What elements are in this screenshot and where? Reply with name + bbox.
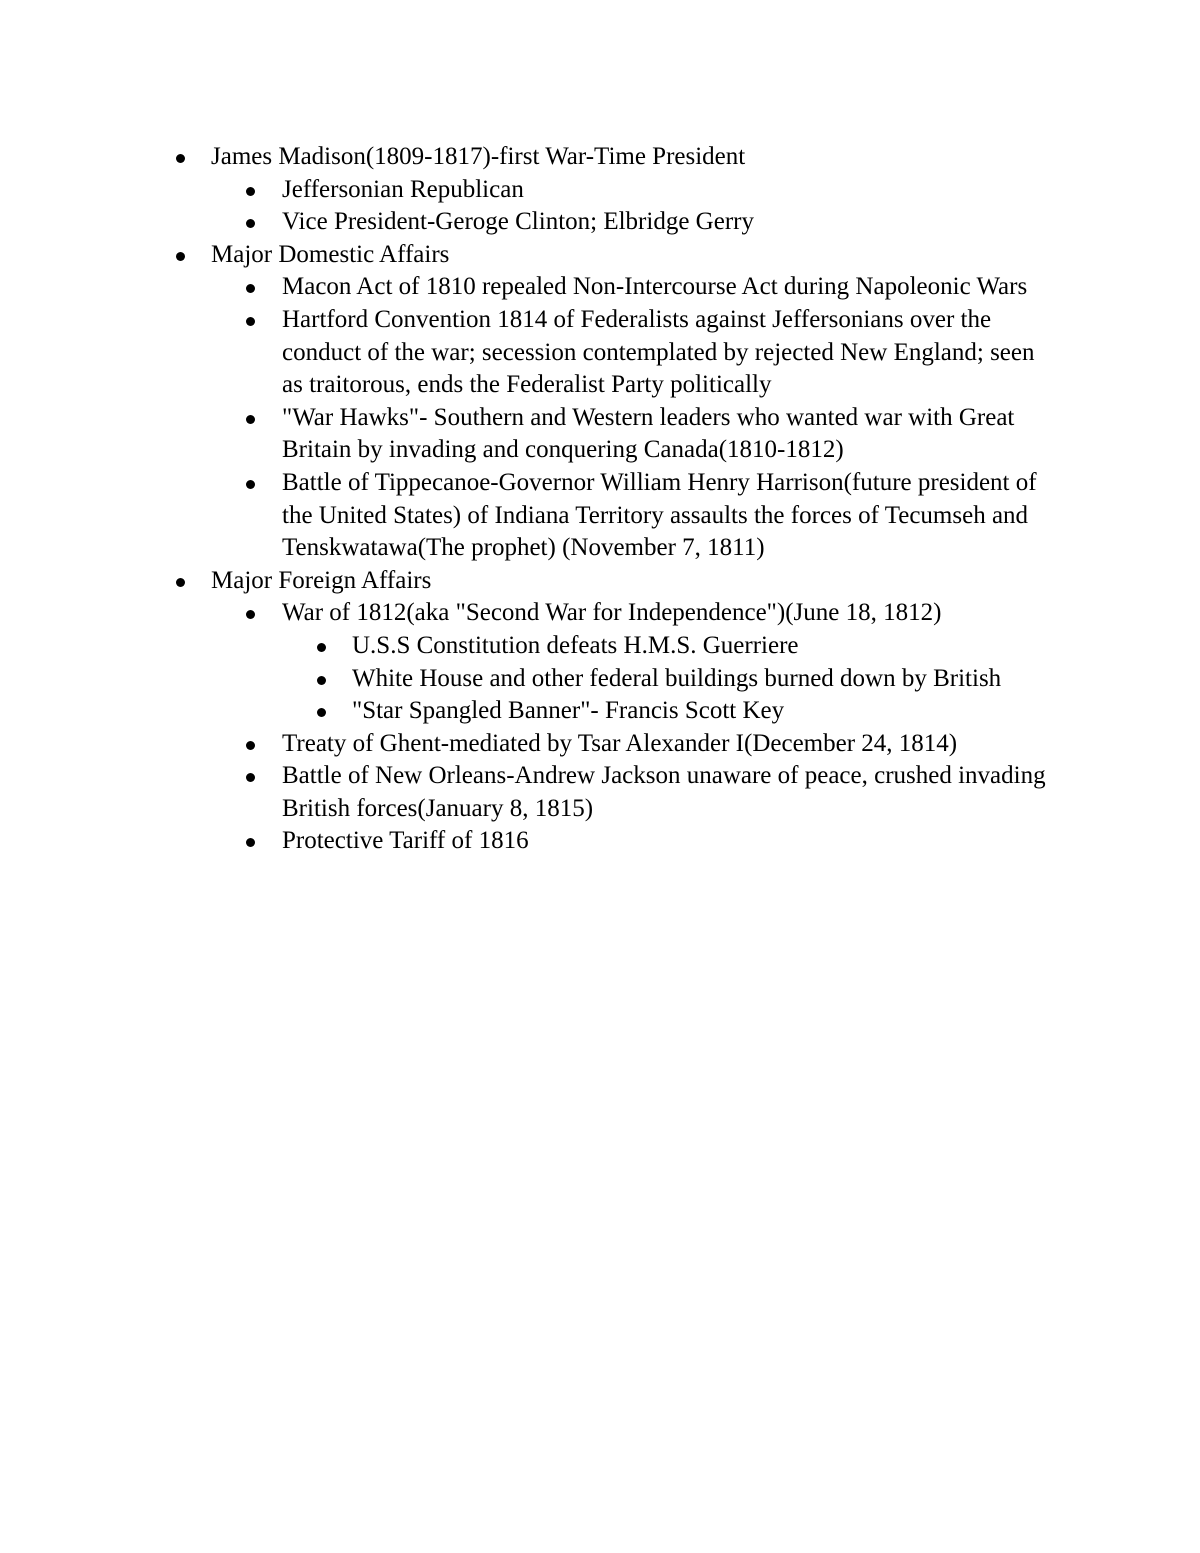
- list-item: [0, 695, 1002, 728]
- list-item-text: White House and other federal buildings burned down by British: [352, 664, 1002, 692]
- list-item: [0, 565, 1061, 598]
- list-item-text: James Madison(1809-1817)-first War-Time President: [211, 143, 746, 170]
- list-item: [0, 630, 1002, 663]
- list-item: [0, 728, 1052, 761]
- list-item-text: Battle of New Orleans-Andrew Jackson unaware of peace, crushed invading British forces(January 8, 1815): [282, 762, 1046, 822]
- bullet-icon: [246, 773, 255, 782]
- list-item: [0, 239, 1061, 272]
- bullet-icon: [176, 578, 185, 587]
- bullet-icon: [246, 219, 255, 228]
- bullet-icon: [246, 284, 255, 293]
- list-item: [0, 597, 1052, 630]
- list-item: [0, 663, 1002, 696]
- bullet-icon: [176, 252, 185, 261]
- list-item-text: "War Hawks"- Southern and Western leaders who wanted war with Great Britain by invading and conquering Canada(1810-1812): [282, 403, 1015, 464]
- list-item-text: "Star Spangled Banner"- Francis Scott Key: [352, 697, 785, 725]
- bullet-icon: [246, 317, 255, 326]
- bullet-icon: [317, 676, 326, 685]
- list-item: [0, 760, 1052, 825]
- bullet-icon: [246, 187, 255, 196]
- list-item-text: Major Domestic Affairs: [211, 240, 450, 268]
- list-item-text: Treaty of Ghent-mediated by Tsar Alexander I(December 24, 1814): [282, 729, 958, 757]
- list-item-text: U.S.S Constitution defeats H.M.S. Guerriere: [352, 631, 799, 659]
- list-item-text: Jeffersonian Republican: [282, 175, 524, 203]
- list-item-text: Protective Tariff of 1816: [282, 827, 529, 855]
- list-item-text: Vice President-Geroge Clinton; Elbridge Gerry: [282, 208, 754, 236]
- bullet-icon: [176, 154, 185, 163]
- list-item-text: Major Foreign Affairs: [211, 566, 432, 594]
- bullet-icon: [317, 708, 326, 717]
- list-item: [0, 304, 1052, 402]
- list-item: [0, 271, 1052, 304]
- list-item-text: Hartford Convention 1814 of Federalists against Jeffersonians over the conduct of the war; secession contemplated by rejected New England; seen as traitorous, ends the Federalist Party politically: [282, 305, 1035, 399]
- list-item: [0, 174, 1052, 207]
- list-item-text: Battle of Tippecanoe-Governor William Henry Harrison(future president of the United States) of Indiana Territory assaults the forces of Tecumseh and Tenskwatawa(The prophet) (November 7, 1811): [282, 468, 1037, 562]
- bullet-icon: [246, 838, 255, 847]
- bullet-icon: [246, 415, 255, 424]
- list-item: [0, 402, 1052, 467]
- list-item-text: War of 1812(aka "Second War for Independence")(June 18, 1812): [282, 599, 942, 627]
- list-item: [0, 206, 1052, 239]
- bullet-icon: [246, 610, 255, 619]
- bullet-outline: [0, 141, 1200, 858]
- bullet-icon: [246, 480, 255, 489]
- bullet-icon: [317, 643, 326, 652]
- list-item: [0, 141, 1061, 174]
- list-item: [0, 467, 1052, 565]
- list-item: [0, 825, 1052, 858]
- bullet-icon: [246, 741, 255, 750]
- list-item-text: Macon Act of 1810 repealed Non-Intercourse Act during Napoleonic Wars: [282, 273, 1028, 301]
